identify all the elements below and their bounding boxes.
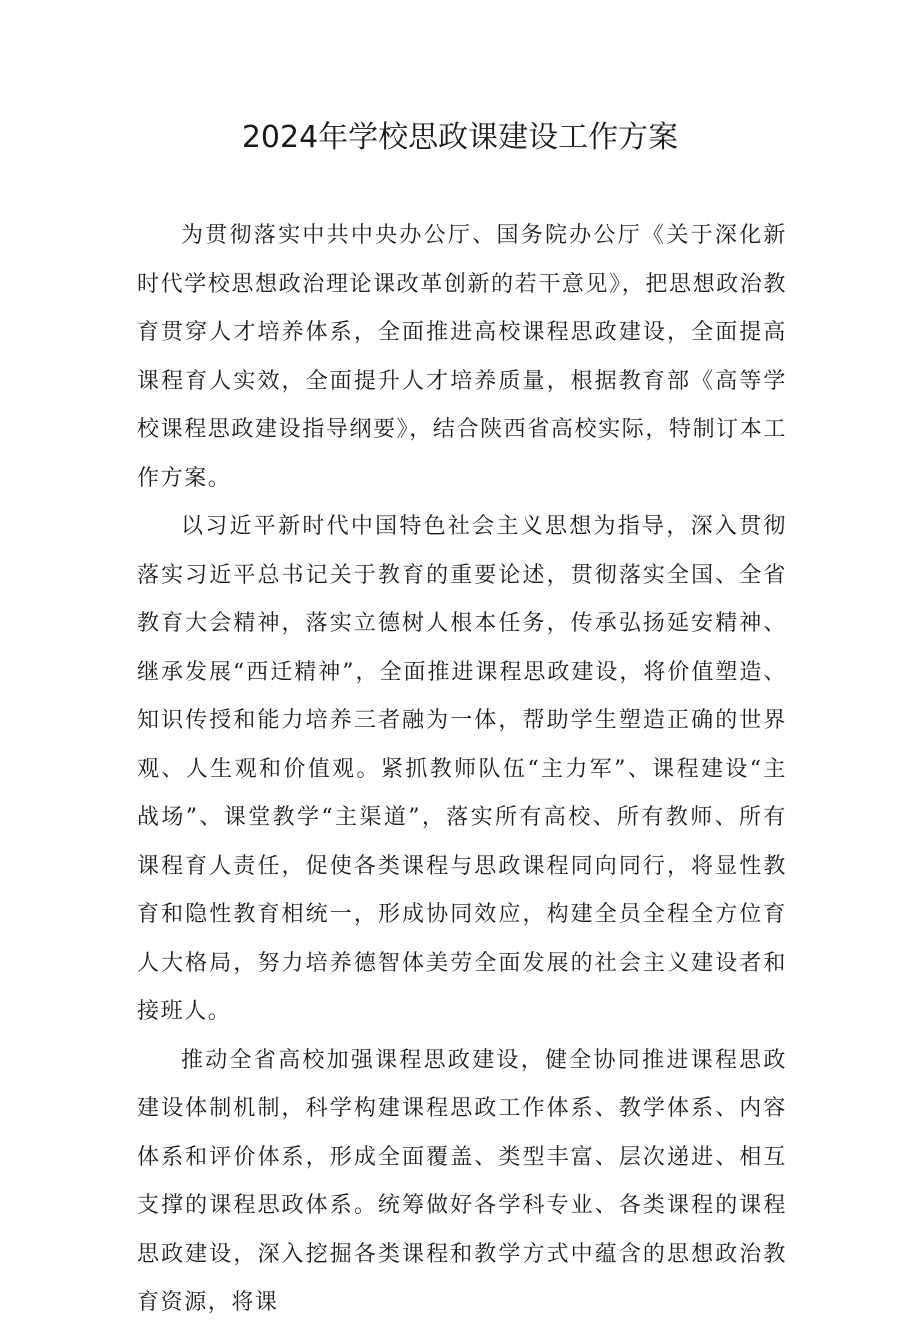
document-title: 2024年学校思政课建设工作方案 (241, 120, 679, 155)
paragraph-guiding-thought: 以习近平新时代中国特色社会主义思想为指导，深入贯彻落实习近平总书记关于教育的重要论述，贯彻落实全国、全省教育大会精神，落实立德树人根本任务，传承弘扬延安精神、继承发展“西迁精神”，全面推进课程思政建设，将价值塑造、知识传授和能力培养三者融为一体，帮助学生塑造正确的世界观、人生观和价值观。紧抓教师队伍“主力军”、课程建设“主战场”、课堂教学“主渠道”，落实所有高校、所有教师、所有课程育人责任，促使各类课程与思政课程同向同行，将显性教育和隐性教育相统一，形成协同效应，构建全员全程全方位育人大格局，努力培养德智体美劳全面发展的社会主义建设者和接班人。 (137, 514, 787, 1024)
paragraph-intro: 为贯彻落实中共中央办公厅、国务院办公厅《关于深化新时代学校思想政治理论课改革创新的若干意见》，把思想政治教育贯穿人才培养体系，全面推进高校课程思政建设，全面提高课程育人实效，全面提升人才培养质量，根据教育部《高等学校课程思政建设指导纲要》，结合陕西省高校实际，特制订本工作方案。 (137, 223, 787, 491)
document-body (137, 212, 787, 1328)
paragraph-objectives: 推动全省高校加强课程思政建设，健全协同推进课程思政建设体制机制，科学构建课程思政工作体系、教学体系、内容体系和评价体系，形成全面覆盖、类型丰富、层次递进、相互支撑的课程思政体系。统筹做好各学科专业、各类课程的课程思政建设，深入挖掘各类课程和教学方式中蕴含的思想政治教育资源，将课 (137, 1047, 787, 1315)
